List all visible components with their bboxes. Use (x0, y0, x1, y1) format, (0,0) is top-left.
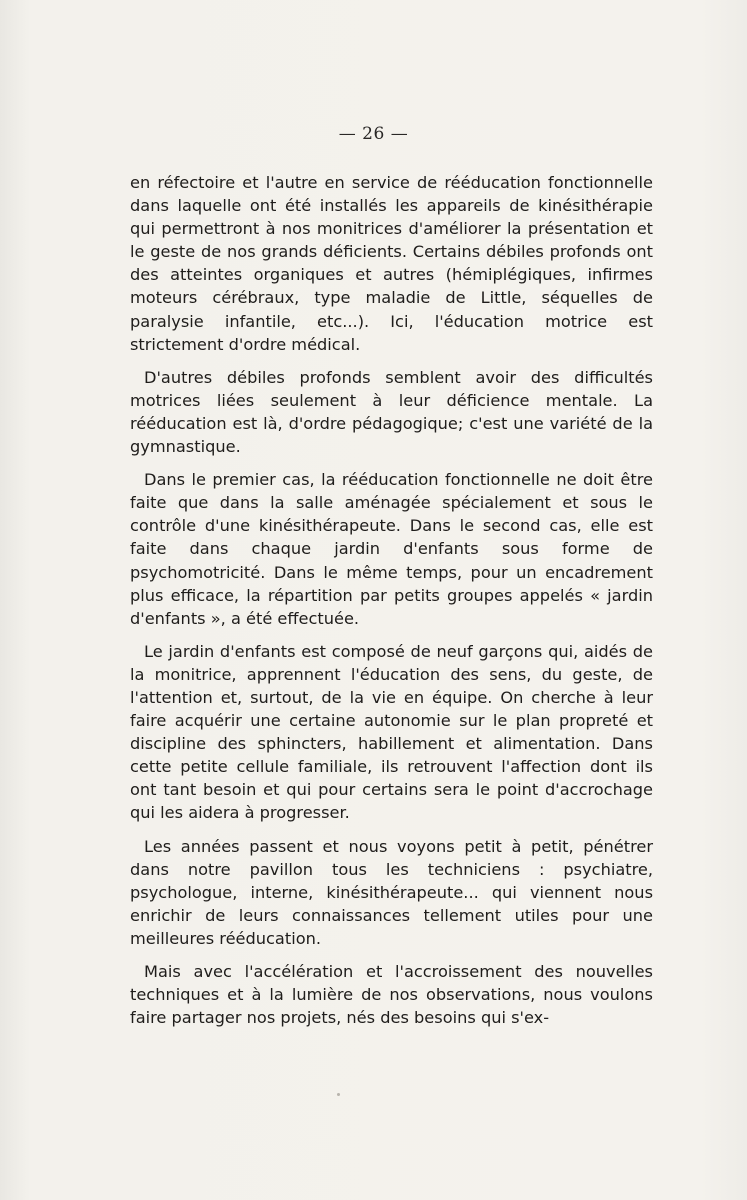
paragraph-2: D'autres débiles profonds semblent avoir des difficultés motrices liées seulement à leur déficience mentale. La rééducation est là, d'ordre pédagogique; c'est une variété de la gymnastique. (130, 367, 653, 457)
paragraph-6: Mais avec l'accélération et l'accroissement des nouvelles techniques et à la lumière de nos observations, nous voulons faire partager nos projets, nés des besoins qui s'ex- (130, 962, 653, 1028)
paragraph-3: Dans le premier cas, la rééducation fonctionnelle ne doit être faite que dans la salle aménagée spécialement et sous le contrôle d'une kinésithérapeute. Dans le second cas, elle est faite dans chaque jardin d'enfants sous forme de psychomotricité. Dans le même temps, pour un encadrement plus efficace, la répartition par petits groupes appelés « jardin d'enfants », a été effectuée. (130, 470, 653, 628)
paper-speck (337, 1093, 340, 1096)
body-text (130, 171, 653, 1029)
paragraph-1: en réfectoire et l'autre en service de rééducation fonctionnelle dans laquelle ont été installés les appareils de kinésithérapie qui permettront à nos monitrices d'améliorer la présentation et le geste de nos grands déficients. Certains débiles profonds ont des atteintes organiques et autres (hémiplégiques, infirmes moteurs cérébraux, type maladie de Little, séquelles de paralysie infantile, etc...). Ici, l'éducation motrice est strictement d'ordre médical. (130, 173, 653, 354)
paragraph-4: Le jardin d'enfants est composé de neuf garçons qui, aidés de la monitrice, apprennent l'éducation des sens, du geste, de l'attention et, surtout, de la vie en équipe. On cherche à leur faire acquérir une certaine autonomie sur le plan propreté et discipline des sphincters, habillement et alimentation. Dans cette petite cellule familiale, ils retrouvent l'affection dont ils ont tant besoin et qui pour certains sera le point d'accrochage qui les aidera à progresser. (130, 641, 653, 823)
page-number: — 26 — (338, 124, 409, 144)
paragraph-5: Les années passent et nous voyons petit à petit, pénétrer dans notre pavillon tous les techniciens : psychiatre, psychologue, interne, kinésithérapeute... qui viennent nous enrichir de leurs connaissances tellement utiles pour une meilleures rééducation. (130, 836, 653, 948)
